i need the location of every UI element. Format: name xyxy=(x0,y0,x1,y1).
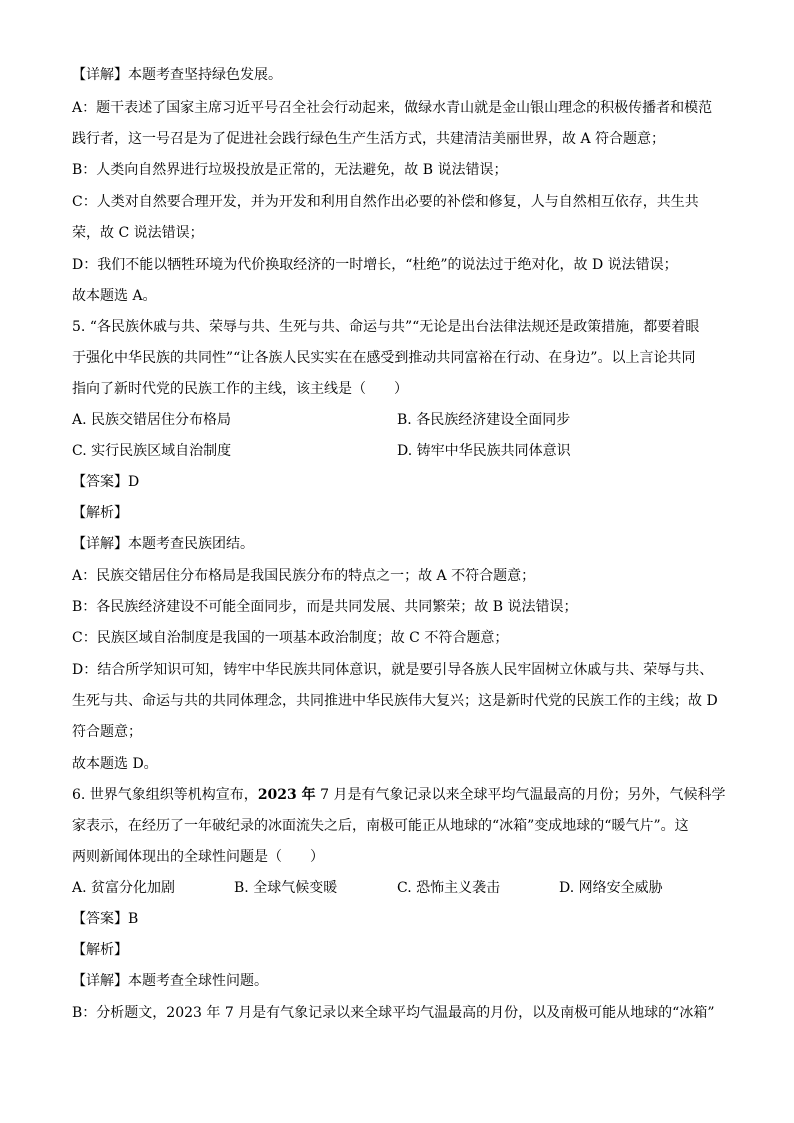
q6-detail-heading: 【详解】本题考查全球性问题。 xyxy=(72,973,268,989)
q4-option-a-explanation-line1: A：题干表述了国家主席习近平号召全社会行动起来，做绿水青山就是金山银山理念的积极传播者和模范 xyxy=(72,100,713,116)
q6-stem-line3: 两则新闻体现出的全球性问题是（ ） xyxy=(72,849,324,865)
q6-stem-line1-end: 7 月是有气象记录以来全球平均气温最高的月份；另外，气候科学 xyxy=(315,787,726,803)
q4-option-a-explanation-line2: 践行者，这一号召是为了促进社会践行绿色生产生活方式，共建清洁美丽世界，故 A 符合题意； xyxy=(72,131,666,147)
q6-option-b: B. 全球气候变暖 xyxy=(234,880,338,896)
q5-stem-line2: 于强化中华民族的共同性”“让各族人民实实在在感受到推动共同富裕在行动、在身边”。以上言论共同 xyxy=(72,350,696,366)
q6-option-c: C. 恐怖主义袭击 xyxy=(397,880,501,896)
q4-detail-heading: 【详解】本题考查坚持绿色发展。 xyxy=(72,67,282,83)
q4-option-b-explanation: B：人类向自然界进行垃圾投放是正常的，无法避免，故 B 说法错误； xyxy=(72,162,508,178)
q5-option-c: C. 实行民族区域自治制度 xyxy=(72,443,232,459)
q6-stem-line1-start: 6. 世界气象组织等机构宣布， xyxy=(72,787,258,803)
q6-option-b-explanation-line1: B：分析题文，2023 年 7 月是有气象记录以来全球平均气温最高的月份，以及南极可能从地球的“冰箱” xyxy=(72,1005,715,1021)
q5-option-c-explanation: C：民族区域自治制度是我国的一项基本政治制度；故 C 不符合题意； xyxy=(72,630,509,646)
q4-option-d-explanation: D：我们不能以牺牲环境为代价换取经济的一时增长，“杜绝”的说法过于绝对化，故 D 说法错误； xyxy=(72,257,678,273)
q5-option-d-explanation-line2: 生死与共、命运与共的共同体理念，共同推进中华民族伟大复兴；这是新时代党的民族工作的主线；故 D xyxy=(72,693,718,709)
q5-option-b-explanation: B：各民族经济建设不可能全面同步，而是共同发展、共同繁荣；故 B 说法错误； xyxy=(72,599,578,615)
q5-stem-line1: 5. “各民族休戚与共、荣辱与共、生死与共、命运与共”“无论是出台法律法规还是政策措施，都要着眼 xyxy=(72,319,700,335)
q6-stem-line1 xyxy=(72,785,726,805)
q5-conclusion: 故本题选 D。 xyxy=(72,756,158,772)
q4-option-c-explanation-line1: C：人类对自然要合理开发，并为开发和利用自然作出必要的补偿和修复，人与自然相互依存，共生共 xyxy=(72,194,699,210)
q5-analysis-heading: 【解析】 xyxy=(72,505,128,521)
q5-option-d: D. 铸牢中华民族共同体意识 xyxy=(397,443,571,459)
q5-answer: 【答案】D xyxy=(72,474,140,490)
q6-option-a: A. 贫富分化加剧 xyxy=(72,880,176,896)
q6-stem-year: 2023 年 xyxy=(257,787,316,803)
q4-conclusion: 故本题选 A。 xyxy=(72,288,157,304)
q5-option-d-explanation-line1: D：结合所学知识可知，铸牢中华民族共同体意识，就是要引导各族人民牢固树立休戚与共、荣辱与共、 xyxy=(72,662,714,678)
q6-stem-line2: 家表示，在经历了一年破纪录的冰面流失之后，南极可能正从地球的“冰箱”变成地球的“暖气片”。这 xyxy=(72,818,689,834)
q6-answer: 【答案】B xyxy=(72,911,139,927)
q6-analysis-heading: 【解析】 xyxy=(72,942,128,958)
q6-option-d: D. 网络安全威胁 xyxy=(559,880,663,896)
q4-option-c-explanation-line2: 荣，故 C 说法错误； xyxy=(72,225,204,241)
q5-option-a-explanation: A：民族交错居住分布格局是我国民族分布的特点之一；故 A 不符合题意； xyxy=(72,568,536,584)
q5-option-b: B. 各民族经济建设全面同步 xyxy=(397,412,571,428)
q5-stem-line3: 指向了新时代党的民族工作的主线，该主线是（ ） xyxy=(72,381,408,397)
q5-option-d-explanation-line3: 符合题意； xyxy=(72,724,142,740)
q5-option-a: A. 民族交错居住分布格局 xyxy=(72,412,232,428)
q5-detail-heading: 【详解】本题考查民族团结。 xyxy=(72,536,254,552)
